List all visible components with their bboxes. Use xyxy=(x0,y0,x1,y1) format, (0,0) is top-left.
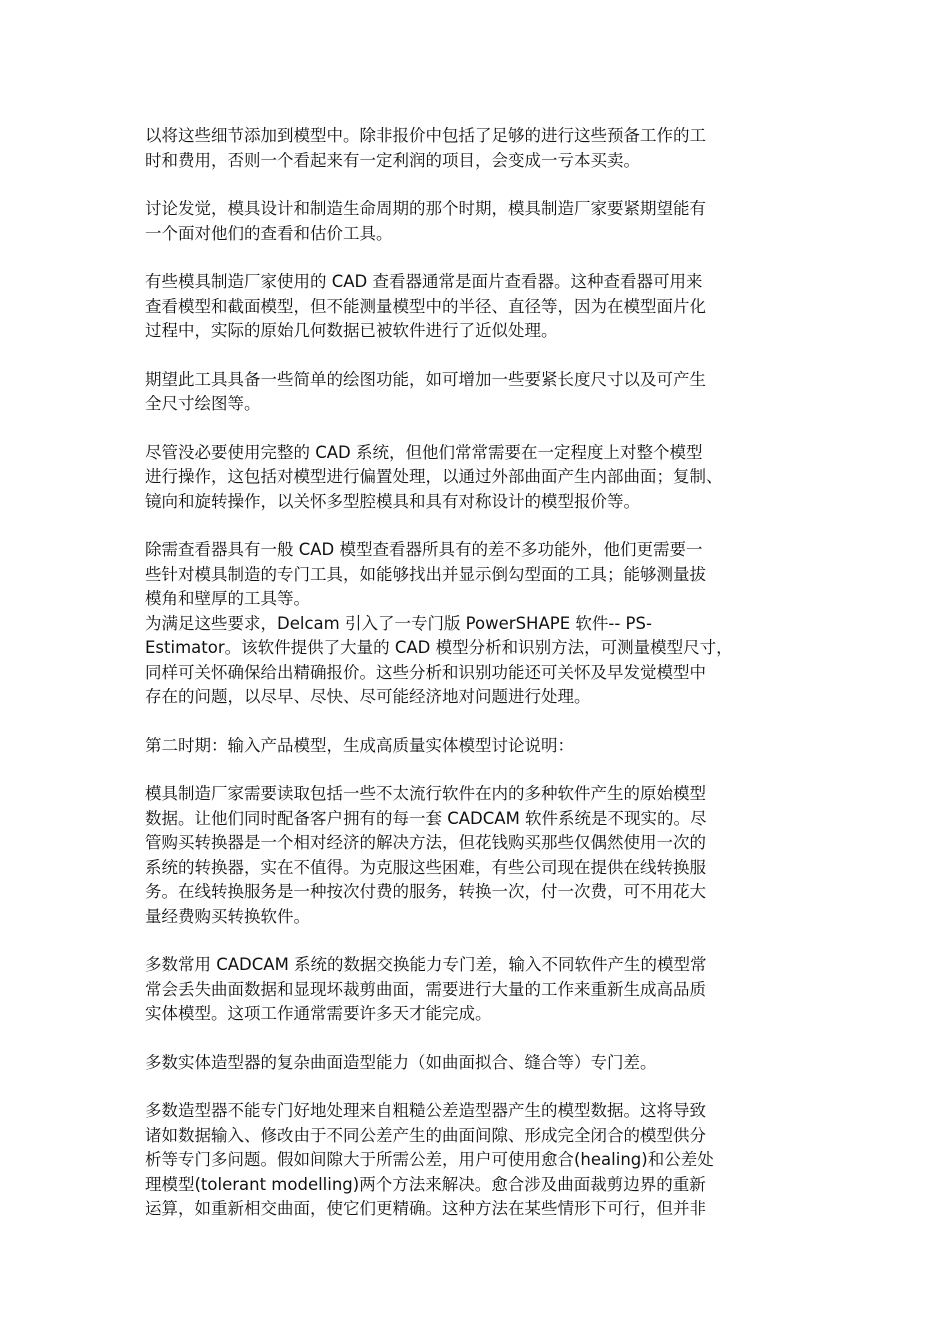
text-line: 模角和壁厚的工具等。 xyxy=(145,589,310,608)
paragraph-6 xyxy=(145,538,813,612)
text-line: 多数造型器不能专门好地处理来自粗糙公差造型器产生的模型数据。这将导致 xyxy=(145,1101,706,1120)
paragraph-8-section-heading xyxy=(145,734,813,759)
text-line: 多数常用 CADCAM 系统的数据交换能力专门差，输入不同软件产生的模型常 xyxy=(145,955,707,974)
paragraph-10 xyxy=(145,953,813,1027)
text-line: 些针对模具制造的专门工具，如能够找出并显示倒勾型面的工具；能够测量拔 xyxy=(145,564,706,584)
text-line: 第二时期：输入产品模型，生成高质量实体模型讨论说明： xyxy=(145,735,574,755)
text-line: 模具制造厂家需要读取包括一些不太流行软件在内的多种软件产生的原始模型 xyxy=(145,784,706,803)
text-line: 系统的转换器，实在不值得。为克服这些困难，有些公司现在提供在线转换服 xyxy=(145,857,706,877)
text-line: 期望此工具具备一些简单的绘图功能，如可增加一些要紧长度尺寸以及可产生 xyxy=(145,369,706,389)
text-line: 以将这些细节添加到模型中。除非报价中包括了足够的进行这些预备工作的工 xyxy=(145,126,706,145)
paragraph-1 xyxy=(145,124,813,173)
paragraph-12 xyxy=(145,1099,813,1222)
text-line: 为满足这些要求，Delcam 引入了一专门版 PowerSHAPE 软件-- PS- xyxy=(145,613,652,633)
paragraph-4 xyxy=(145,368,813,417)
text-line: Estimator。该软件提供了大量的 CAD 模型分析和识别方法，可测量模型尺寸， xyxy=(145,638,733,657)
text-line: 除需查看器具有一般 CAD 模型查看器所具有的差不多功能外，他们更需要一 xyxy=(145,540,703,559)
paragraph-7 xyxy=(145,612,813,710)
paragraph-11 xyxy=(145,1051,813,1076)
text-line: 实体模型。这项工作通常需要许多天才能完成。 xyxy=(145,1004,492,1023)
text-line: 时和费用，否则一个看起来有一定利润的项目，会变成一亏本买卖。 xyxy=(145,150,640,170)
document-body xyxy=(145,124,813,1246)
text-line: 同样可关怀确保给出精确报价。这些分析和识别功能还可关怀及早发觉模型中 xyxy=(145,662,706,682)
text-line: 诸如数据输入、修改由于不同公差产生的曲面间隙、形成完全闭合的模型供分 xyxy=(145,1125,706,1145)
text-line: 析等专门多问题。假如间隙大于所需公差，用户可使用愈合(healing)和公差处 xyxy=(145,1150,714,1169)
text-line: 务。在线转换服务是一种按次付费的服务，转换一次，付一次费，可不用花大 xyxy=(145,882,706,901)
text-line: 理模型(tolerant modelling)两个方法来解决。愈合涉及曲面裁剪边界的重新 xyxy=(145,1174,706,1194)
text-line: 量经费购买转换软件。 xyxy=(145,906,310,926)
text-line: 有些模具制造厂家使用的 CAD 查看器通常是面片查看器。这种查看器可用来 xyxy=(145,272,703,291)
text-line: 全尺寸绘图等。 xyxy=(145,394,261,413)
text-line: 存在的问题，以尽早、尽快、尽可能经济地对问题进行处理。 xyxy=(145,687,591,706)
text-line: 数据。让他们同时配备客户拥有的每一套 CADCAM 软件系统是不现实的。尽 xyxy=(145,808,707,828)
text-line: 讨论发觉，模具设计和制造生命周期的那个时期，模具制造厂家要紧期望能有 xyxy=(145,199,706,218)
text-line: 进行操作，这包括对模型进行偏置处理，以通过外部曲面产生内部曲面；复制、 xyxy=(145,467,723,486)
paragraph-9 xyxy=(145,782,813,929)
text-line: 尽管没必要使用完整的 CAD 系统，但他们常常需要在一定程度上对整个模型 xyxy=(145,442,703,462)
text-line: 多数实体造型器的复杂曲面造型能力（如曲面拟合、缝合等）专门差。 xyxy=(145,1052,657,1072)
text-line: 镜向和旋转操作，以关怀多型腔模具和具有对称设计的模型报价等。 xyxy=(145,491,640,511)
paragraph-3 xyxy=(145,270,813,344)
text-line: 管购买转换器是一个相对经济的解决方法，但花钱购买那些仅偶然使用一次的 xyxy=(145,833,706,852)
text-line: 一个面对他们的查看和估价工具。 xyxy=(145,223,393,243)
text-line: 查看模型和截面模型，但不能测量模型中的半径、直径等，因为在模型面片化 xyxy=(145,296,706,316)
paragraph-2 xyxy=(145,197,813,246)
text-line: 运算，如重新相交曲面，使它们更精确。这种方法在某些情形下可行，但并非 xyxy=(145,1199,706,1218)
text-line: 过程中，实际的原始几何数据已被软件进行了近似处理。 xyxy=(145,321,558,340)
text-line: 常会丢失曲面数据和显现坏裁剪曲面，需要进行大量的工作来重新生成高品质 xyxy=(145,979,706,999)
paragraph-5 xyxy=(145,441,813,515)
